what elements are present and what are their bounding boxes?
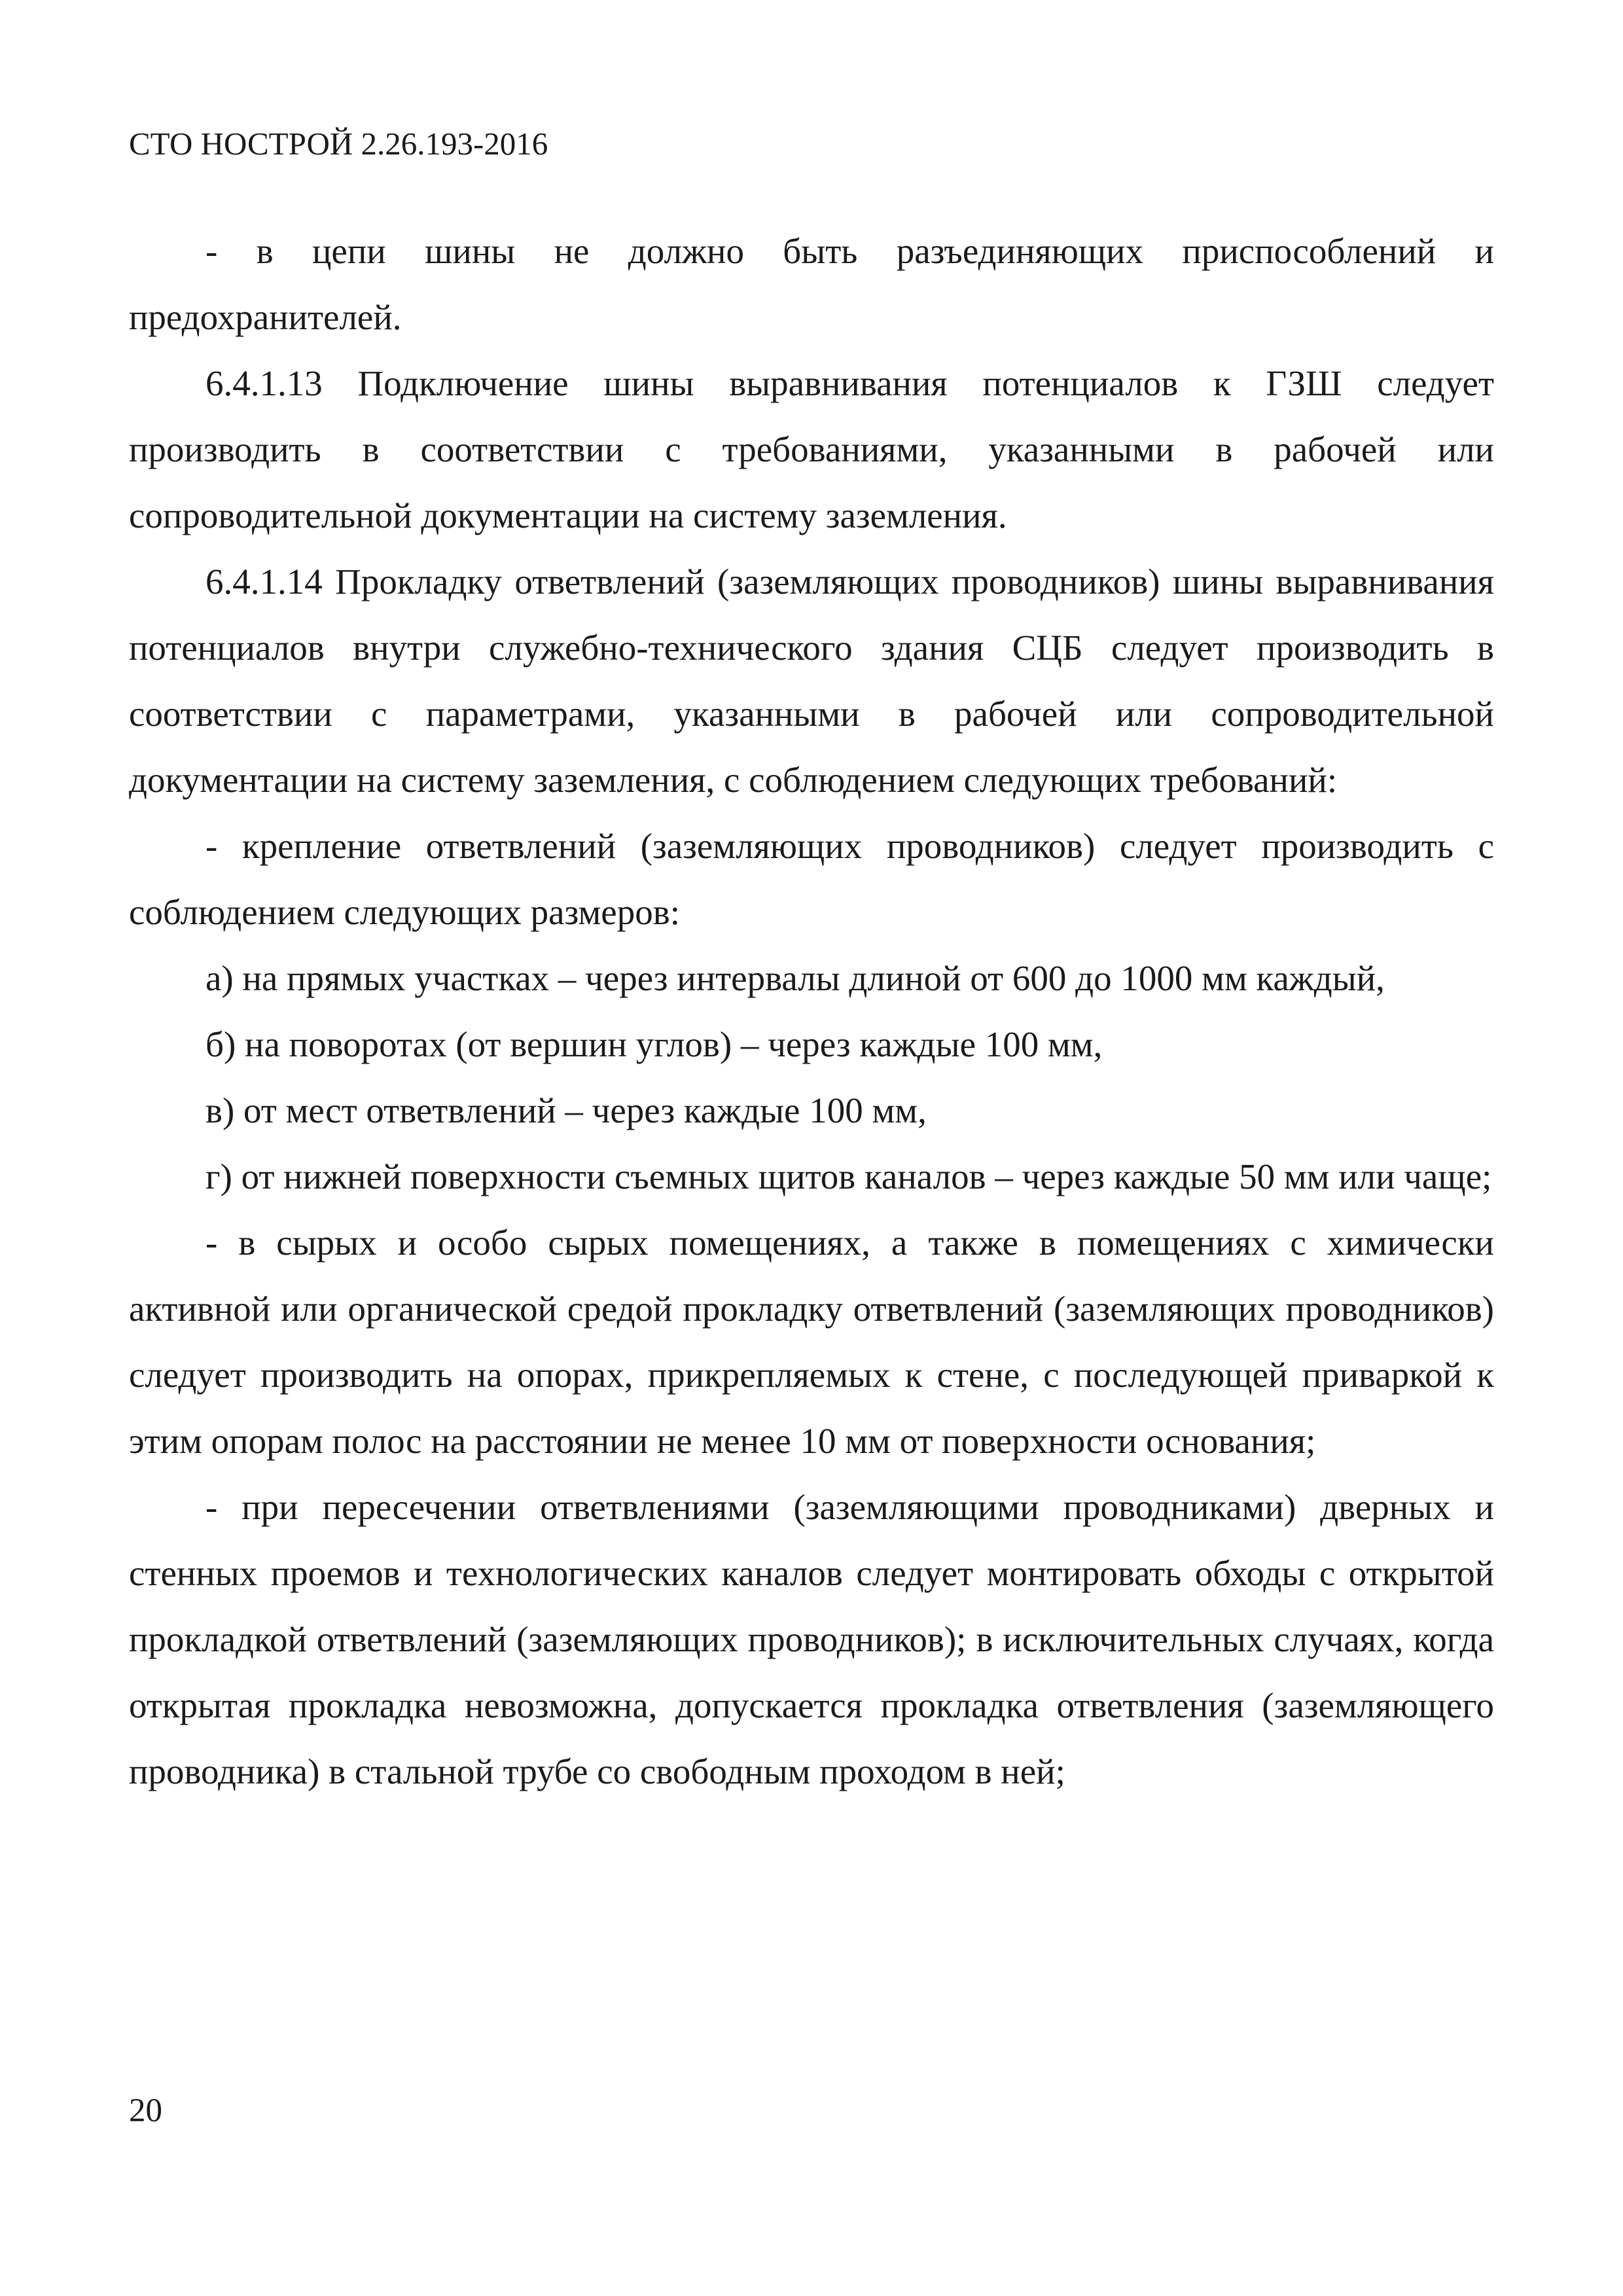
paragraph: - в сырых и особо сырых помещениях, а также в помещениях с химически активной или органической средой прокладку ответвлений (заземляющих проводников) следует производить на опорах, прикрепляемых к стене, с последующей приваркой к этим опорам полос на расстоянии не менее 10 мм от поверхности основания; bbox=[129, 1223, 1494, 1461]
paragraph: 6.4.1.13 Подключение шины выравнивания потенциалов к ГЗШ следует производить в соответствии с требованиями, указанными в рабочей или сопроводительной документации на систему заземления. bbox=[129, 363, 1494, 535]
body-text bbox=[129, 218, 1494, 1804]
paragraph: - крепление ответвлений (заземляющих проводников) следует производить с соблюдением следующих размеров: bbox=[129, 826, 1494, 932]
page-number: 20 bbox=[129, 2092, 162, 2129]
paragraph: 6.4.1.14 Прокладку ответвлений (заземляющих проводников) шины выравнивания потенциалов внутри служебно-технического здания СЦБ следует производить в соответствии с параметрами, указанными в рабочей или сопроводительной документации на систему заземления, с соблюдением следующих требований: bbox=[129, 562, 1494, 800]
paragraph: - в цепи шины не должно быть разъединяющих приспособлений и предохранителей. bbox=[129, 231, 1494, 337]
paragraph: г) от нижней поверхности съемных щитов каналов – через каждые 50 мм или чаще; bbox=[205, 1157, 1492, 1196]
paragraph: б) на поворотах (от вершин углов) – через каждые 100 мм, bbox=[205, 1024, 1103, 1064]
paragraph: - при пересечении ответвлениями (заземляющими проводниками) дверных и стенных проемов и технологических каналов следует монтировать обходы с открытой прокладкой ответвлений (заземляющих проводников); в исключительных случаях, когда открытая прокладка невозможна, допускается прокладка ответвления (заземляющего проводника) в стальной трубе со свободным проходом в ней; bbox=[129, 1487, 1494, 1791]
page-header: СТО НОСТРОЙ 2.26.193-2016 bbox=[129, 126, 548, 162]
paragraph: в) от мест ответвлений – через каждые 100 мм, bbox=[205, 1090, 927, 1130]
paragraph: а) на прямых участках – через интервалы длиной от 600 до 1000 мм каждый, bbox=[205, 958, 1385, 998]
